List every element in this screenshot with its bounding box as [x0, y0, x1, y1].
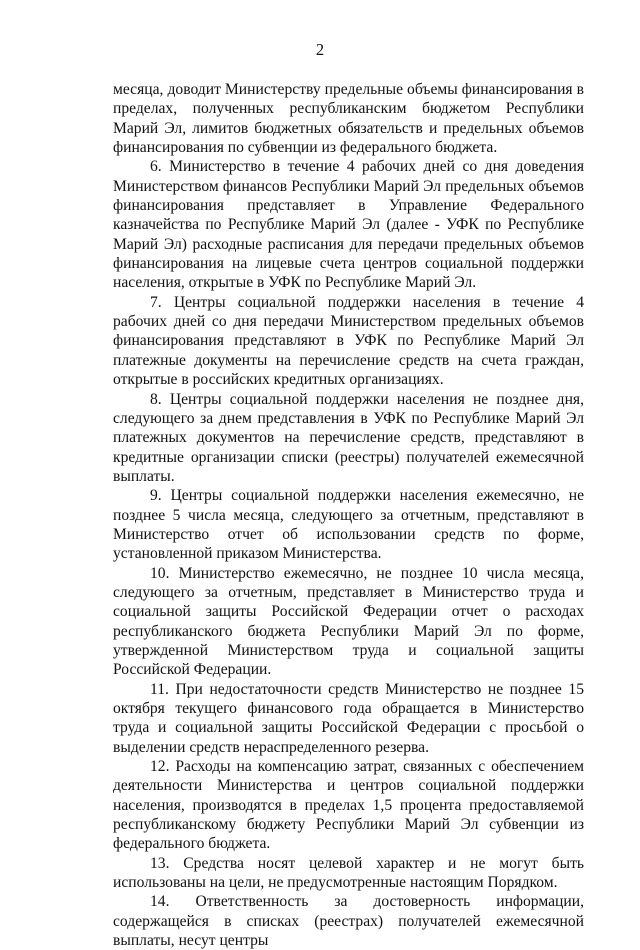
paragraph-item-10: 10. Министерство ежемесячно, не позднее 10 числа месяца, следующего за отчетным, представляет в Министерство труда и социальной защиты Российской Федерации отчет о расходах республиканского бюджета Республики Марий Эл по форме, утвержденной Министерством труда и социальной защиты Российской Федерации. — [113, 564, 584, 679]
paragraph-item-7: 7. Центры социальной поддержки населения в течение 4 рабочих дней со дня передачи Министерством предельных объемов финансирования представляют в УФК по Республике Марий Эл платежные документы на перечисление средств на счета граждан, открытые в российских кредитных организациях. — [113, 293, 584, 389]
paragraph-item-12: 12. Расходы на компенсацию затрат, связанных с обеспечением деятельности Министерства и центров социальной поддержки населения, производятся в пределах 1,5 процента предоставляемой республиканскому бюджету Республики Марий Эл субвенции из федерального бюджета. — [113, 758, 584, 853]
paragraph-item-8: 8. Центры социальной поддержки населения не позднее дня, следующего за днем представления в УФК по Республике Марий Эл платежных документов на перечисление средств, представляют в кредитные организации списки (реестры) получателей ежемесячной выплаты. — [113, 390, 584, 485]
document-body — [113, 80, 584, 950]
paragraph-item-9: 9. Центры социальной поддержки населения ежемесячно, не позднее 5 числа месяца, следующего за отчетным, представляют в Министерство отчет об использовании средств по форме, установленной приказом Министерства. — [113, 487, 584, 563]
paragraph-item-13: 13. Средства носят целевой характер и не могут быть использованы на цели, не предусмотренные настоящим Порядком. — [113, 854, 584, 892]
paragraph-item-6: 6. Министерство в течение 4 рабочих дней со дня доведения Министерством финансов Республики Марий Эл предельных объемов финансирования представляет в Управление Федерального казначейства по Республике Марий Эл (далее - УФК по Республике Марий Эл) расходные расписания для передачи предельных объемов финансирования на лицевые счета центров социальной поддержки населения, открытые в УФК по Республике Марий Эл. — [113, 158, 584, 292]
paragraph-item-14: 14. Ответственность за достоверность информации, содержащейся в списках (реестрах) получателей ежемесячной выплаты, несут центры — [113, 893, 584, 950]
paragraph-item-11: 11. При недостаточности средств Министерство не позднее 15 октября текущего финансового года обращается в Министерство труда и социальной защиты Российской Федерации с просьбой о выделении средств нераспределенного резерва. — [113, 680, 584, 756]
paragraph-continuation: месяца, доводит Министерству предельные объемы финансирования в пределах, полученных республиканским бюджетом Республики Марий Эл, лимитов бюджетных обязательств и предельных объемов финансирования по субвенции из федерального бюджета. — [113, 81, 584, 157]
page-number: 2 — [315, 40, 325, 59]
